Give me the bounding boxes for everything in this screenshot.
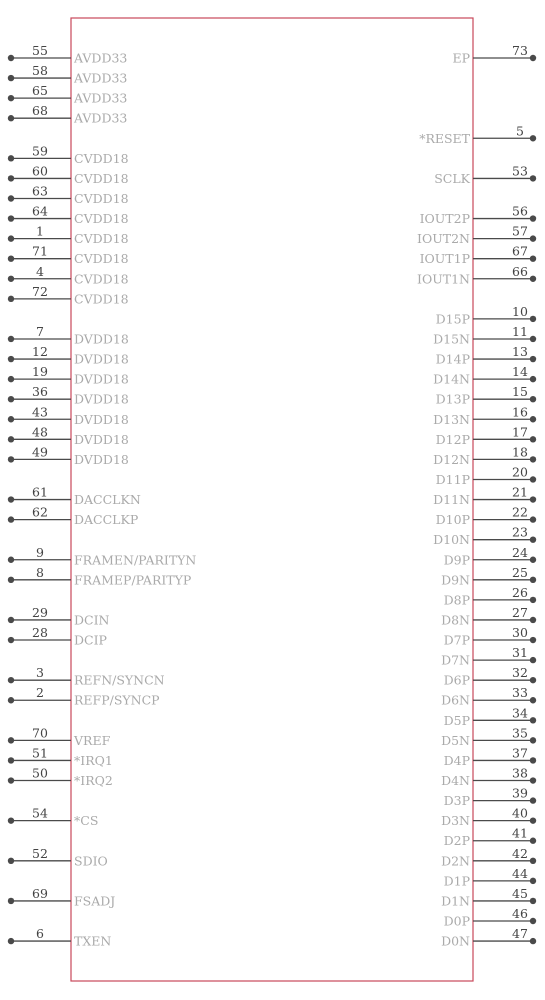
pin-number: 19 (32, 364, 48, 380)
pin-end-dot (530, 416, 536, 422)
pin-name: D14N (433, 371, 470, 387)
pin-name: SDIO (74, 853, 108, 869)
pin-number: 72 (32, 283, 48, 299)
pin-end-dot (530, 376, 536, 382)
pin-end-dot (530, 235, 536, 241)
pin-number: 21 (512, 484, 528, 500)
pin-number: 36 (32, 384, 48, 400)
pin-end-dot (8, 155, 14, 161)
pin-name: D0N (441, 933, 470, 949)
left-pin (8, 605, 110, 628)
pin-end-dot (8, 637, 14, 643)
right-pin (441, 926, 536, 949)
pin-name: TXEN (74, 933, 112, 949)
pin-number: 46 (512, 906, 528, 922)
pin-number: 39 (512, 785, 528, 801)
pin-end-dot (530, 55, 536, 61)
pin-end-dot (530, 717, 536, 723)
pin-name: VREF (74, 732, 111, 748)
pin-end-dot (8, 55, 14, 61)
pin-name: D13P (435, 391, 470, 407)
pin-number: 56 (512, 203, 528, 219)
pin-end-dot (530, 677, 536, 683)
right-pin (452, 43, 536, 66)
pin-name: AVDD33 (74, 90, 128, 106)
pin-end-dot (530, 797, 536, 803)
pin-name: D12N (433, 451, 470, 467)
pin-number: 69 (32, 885, 48, 901)
left-pin-group (8, 43, 197, 949)
pin-name: CVDD18 (74, 170, 129, 186)
pin-number: 25 (512, 564, 528, 580)
left-pin (8, 83, 128, 106)
left-pin (8, 284, 129, 307)
left-pin (8, 43, 128, 66)
pin-name: D15P (435, 311, 470, 327)
pin-end-dot (8, 577, 14, 583)
pin-number: 37 (512, 745, 528, 761)
pin-end-dot (8, 617, 14, 623)
pin-name: D11P (435, 471, 470, 487)
left-pin (8, 665, 165, 688)
pin-number: 17 (512, 424, 528, 440)
pin-end-dot (8, 356, 14, 362)
pin-number: 30 (512, 625, 528, 641)
pin-number: 68 (32, 103, 48, 119)
pin-name: REFP/SYNCP (74, 692, 160, 708)
pin-name: IOUT2P (419, 211, 470, 227)
left-pin (8, 404, 129, 427)
left-pin (8, 244, 129, 267)
pin-name: D13N (433, 411, 470, 427)
pin-number: 70 (32, 725, 48, 741)
pin-name: AVDD33 (74, 50, 128, 66)
pin-name: D9P (443, 552, 470, 568)
pin-end-dot (530, 938, 536, 944)
left-pin (8, 444, 129, 467)
left-pin (8, 685, 160, 708)
pin-end-dot (530, 436, 536, 442)
pin-name: D3P (443, 793, 470, 809)
pin-number: 16 (512, 404, 528, 420)
pin-name: IOUT1N (417, 271, 470, 287)
pin-name: D3N (441, 813, 470, 829)
pin-name: AVDD33 (74, 110, 128, 126)
left-pin (8, 63, 128, 86)
pin-end-dot (530, 456, 536, 462)
pin-number: 15 (512, 384, 528, 400)
pin-number: 57 (512, 223, 528, 239)
pin-number: 65 (32, 83, 48, 99)
pin-name: DVDD18 (74, 431, 129, 447)
pin-name: EP (452, 50, 470, 66)
left-pin (8, 725, 111, 748)
pin-end-dot (8, 898, 14, 904)
pin-name: DVDD18 (74, 331, 129, 347)
pin-number: 64 (32, 203, 48, 219)
pin-end-dot (530, 577, 536, 583)
pin-number: 43 (32, 404, 48, 420)
pin-end-dot (530, 175, 536, 181)
pin-number: 62 (32, 504, 48, 520)
pin-number: 27 (512, 604, 528, 620)
pin-number: 40 (512, 805, 528, 821)
pin-number: 63 (32, 183, 48, 199)
pin-number: 54 (32, 805, 48, 821)
left-pin (8, 625, 107, 648)
pin-name: D4N (441, 773, 470, 789)
pin-number: 58 (32, 63, 48, 79)
pin-number: 47 (512, 926, 528, 942)
pin-end-dot (8, 95, 14, 101)
left-pin (8, 163, 129, 186)
pin-name: D10P (435, 512, 470, 528)
pin-number: 41 (512, 825, 528, 841)
pin-number: 23 (512, 524, 528, 540)
pin-number: 11 (512, 323, 528, 339)
pin-end-dot (8, 115, 14, 121)
pin-end-dot (530, 777, 536, 783)
pin-name: D9N (441, 572, 470, 588)
pin-end-dot (530, 737, 536, 743)
pin-name: SCLK (434, 170, 470, 186)
pin-number: 12 (32, 344, 48, 360)
pin-end-dot (530, 557, 536, 563)
pin-name: CVDD18 (74, 251, 129, 267)
pin-end-dot (530, 757, 536, 763)
pin-end-dot (530, 918, 536, 924)
pin-end-dot (8, 376, 14, 382)
left-pin (8, 745, 113, 768)
pin-end-dot (530, 496, 536, 502)
pin-number: 26 (512, 584, 528, 600)
pin-name: D7P (443, 632, 470, 648)
pin-end-dot (8, 396, 14, 402)
pin-number: 29 (32, 604, 48, 620)
pin-name: D5P (443, 712, 470, 728)
pin-number: 24 (512, 544, 528, 560)
right-pin-group (417, 43, 536, 949)
pin-name: D5N (441, 732, 470, 748)
pin-name: CVDD18 (74, 211, 129, 227)
pin-end-dot (530, 817, 536, 823)
pin-number: 38 (512, 765, 528, 781)
pin-end-dot (8, 677, 14, 683)
left-pin (8, 886, 115, 909)
pin-end-dot (8, 75, 14, 81)
pin-number: 8 (36, 564, 44, 580)
pin-end-dot (530, 838, 536, 844)
pin-number: 6 (36, 926, 44, 942)
pin-name: D6P (443, 672, 470, 688)
pin-name: CVDD18 (74, 231, 129, 247)
pin-name: D0P (443, 913, 470, 929)
pin-number: 20 (512, 464, 528, 480)
pin-name: DCIP (74, 632, 107, 648)
pin-name: D8N (441, 612, 470, 628)
left-pin (8, 846, 108, 869)
pin-name: IOUT1P (419, 251, 470, 267)
pin-end-dot (8, 938, 14, 944)
pin-end-dot (530, 276, 536, 282)
pin-name: D10N (433, 532, 470, 548)
left-pin (8, 766, 113, 789)
left-pin (8, 424, 129, 447)
pin-name: *RESET (419, 130, 470, 146)
pin-end-dot (530, 617, 536, 623)
pin-name: CVDD18 (74, 190, 129, 206)
pin-name: DACCLKP (74, 512, 139, 528)
right-pin (419, 123, 536, 146)
left-pin (8, 364, 129, 387)
pin-end-dot (530, 657, 536, 663)
pin-end-dot (8, 496, 14, 502)
pin-end-dot (8, 757, 14, 763)
pin-name: D1N (441, 893, 470, 909)
pin-number: 50 (32, 765, 48, 781)
pin-name: D14P (435, 351, 470, 367)
pin-end-dot (8, 175, 14, 181)
pin-name: *CS (74, 813, 99, 829)
pin-number: 31 (512, 645, 528, 661)
pin-end-dot (530, 316, 536, 322)
pin-name: D15N (433, 331, 470, 347)
pin-name: *IRQ2 (74, 773, 113, 789)
pin-number: 45 (512, 885, 528, 901)
left-pin (8, 505, 138, 528)
pin-end-dot (8, 215, 14, 221)
pin-name: REFN/SYNCN (74, 672, 165, 688)
pin-name: D1P (443, 873, 470, 889)
left-pin (8, 204, 129, 227)
pin-number: 1 (36, 223, 44, 239)
left-pin (8, 103, 128, 126)
left-pin (8, 806, 99, 829)
pin-end-dot (8, 557, 14, 563)
pin-end-dot (530, 697, 536, 703)
pin-number: 5 (516, 123, 524, 139)
right-pin (434, 163, 536, 186)
pin-end-dot (8, 276, 14, 282)
pin-end-dot (530, 256, 536, 262)
pin-number: 44 (512, 865, 528, 881)
pin-number: 18 (512, 444, 528, 460)
pin-number: 4 (36, 263, 44, 279)
pin-name: FRAMEN/PARITYN (74, 552, 197, 568)
pin-name: DVDD18 (74, 391, 129, 407)
pin-name: D12P (435, 431, 470, 447)
pin-end-dot (8, 235, 14, 241)
left-pin (8, 344, 129, 367)
pin-name: DCIN (74, 612, 110, 628)
pin-number: 28 (32, 625, 48, 641)
pin-end-dot (8, 737, 14, 743)
pin-end-dot (8, 195, 14, 201)
pin-name: DVDD18 (74, 351, 129, 367)
left-pin (8, 264, 129, 287)
pin-name: D6N (441, 692, 470, 708)
pin-name: FRAMEP/PARITYP (74, 572, 192, 588)
pin-end-dot (8, 516, 14, 522)
pin-number: 51 (32, 745, 48, 761)
pin-end-dot (8, 336, 14, 342)
pin-number: 73 (512, 43, 528, 58)
pin-name: CVDD18 (74, 271, 129, 287)
pin-name: FSADJ (74, 893, 116, 909)
pin-name: CVDD18 (74, 150, 129, 166)
pin-name: D2P (443, 833, 470, 849)
pin-end-dot (530, 336, 536, 342)
pin-end-dot (8, 777, 14, 783)
pin-end-dot (530, 135, 536, 141)
pin-number: 33 (512, 685, 528, 701)
pin-end-dot (530, 597, 536, 603)
pin-number: 71 (32, 243, 48, 259)
pin-end-dot (530, 878, 536, 884)
pin-number: 52 (32, 845, 48, 861)
pin-number: 61 (32, 484, 48, 500)
left-pin (8, 324, 129, 347)
pin-number: 22 (512, 504, 528, 520)
pin-name: D2N (441, 853, 470, 869)
pin-end-dot (8, 436, 14, 442)
pin-end-dot (8, 296, 14, 302)
left-pin (8, 224, 129, 247)
pin-name: DVDD18 (74, 411, 129, 427)
pin-end-dot (530, 356, 536, 362)
left-pin (8, 384, 129, 407)
pin-name: IOUT2N (417, 231, 470, 247)
pin-number: 7 (36, 323, 44, 339)
pin-name: D7N (441, 652, 470, 668)
pin-number: 55 (32, 43, 48, 58)
pin-end-dot (8, 817, 14, 823)
pin-name: D11N (433, 492, 470, 508)
pin-number: 53 (512, 163, 528, 179)
pin-end-dot (530, 858, 536, 864)
pin-end-dot (530, 476, 536, 482)
left-pin (8, 143, 129, 166)
left-pin (8, 565, 192, 588)
pin-end-dot (8, 858, 14, 864)
left-pin (8, 183, 129, 206)
pin-name: CVDD18 (74, 291, 129, 307)
pin-end-dot (8, 416, 14, 422)
pin-number: 67 (512, 243, 528, 259)
pin-number: 66 (512, 263, 528, 279)
pin-end-dot (8, 256, 14, 262)
pin-number: 60 (32, 163, 48, 179)
pin-number: 49 (32, 444, 48, 460)
pin-end-dot (530, 516, 536, 522)
pin-number: 42 (512, 845, 528, 861)
pin-name: AVDD33 (74, 70, 128, 86)
pin-end-dot (8, 697, 14, 703)
pin-number: 2 (36, 685, 44, 701)
pin-number: 35 (512, 725, 528, 741)
pin-name: DVDD18 (74, 451, 129, 467)
pin-end-dot (530, 898, 536, 904)
pin-end-dot (530, 396, 536, 402)
pin-name: DVDD18 (74, 371, 129, 387)
left-pin (8, 926, 112, 949)
pin-name: *IRQ1 (74, 752, 113, 768)
pin-number: 9 (36, 544, 44, 560)
pin-number: 59 (32, 143, 48, 159)
right-pin (417, 264, 536, 287)
pin-name: DACCLKN (74, 492, 141, 508)
pin-end-dot (530, 637, 536, 643)
pin-end-dot (8, 456, 14, 462)
pin-number: 13 (512, 344, 528, 360)
pin-name: D4P (443, 752, 470, 768)
pin-number: 10 (512, 303, 528, 319)
pin-number: 48 (32, 424, 48, 440)
pin-end-dot (530, 536, 536, 542)
pin-number: 32 (512, 665, 528, 681)
pin-end-dot (530, 215, 536, 221)
pin-name: D8P (443, 592, 470, 608)
pin-number: 34 (512, 705, 528, 721)
pin-number: 14 (512, 364, 528, 380)
pin-number: 3 (36, 665, 44, 681)
left-pin (8, 485, 141, 508)
